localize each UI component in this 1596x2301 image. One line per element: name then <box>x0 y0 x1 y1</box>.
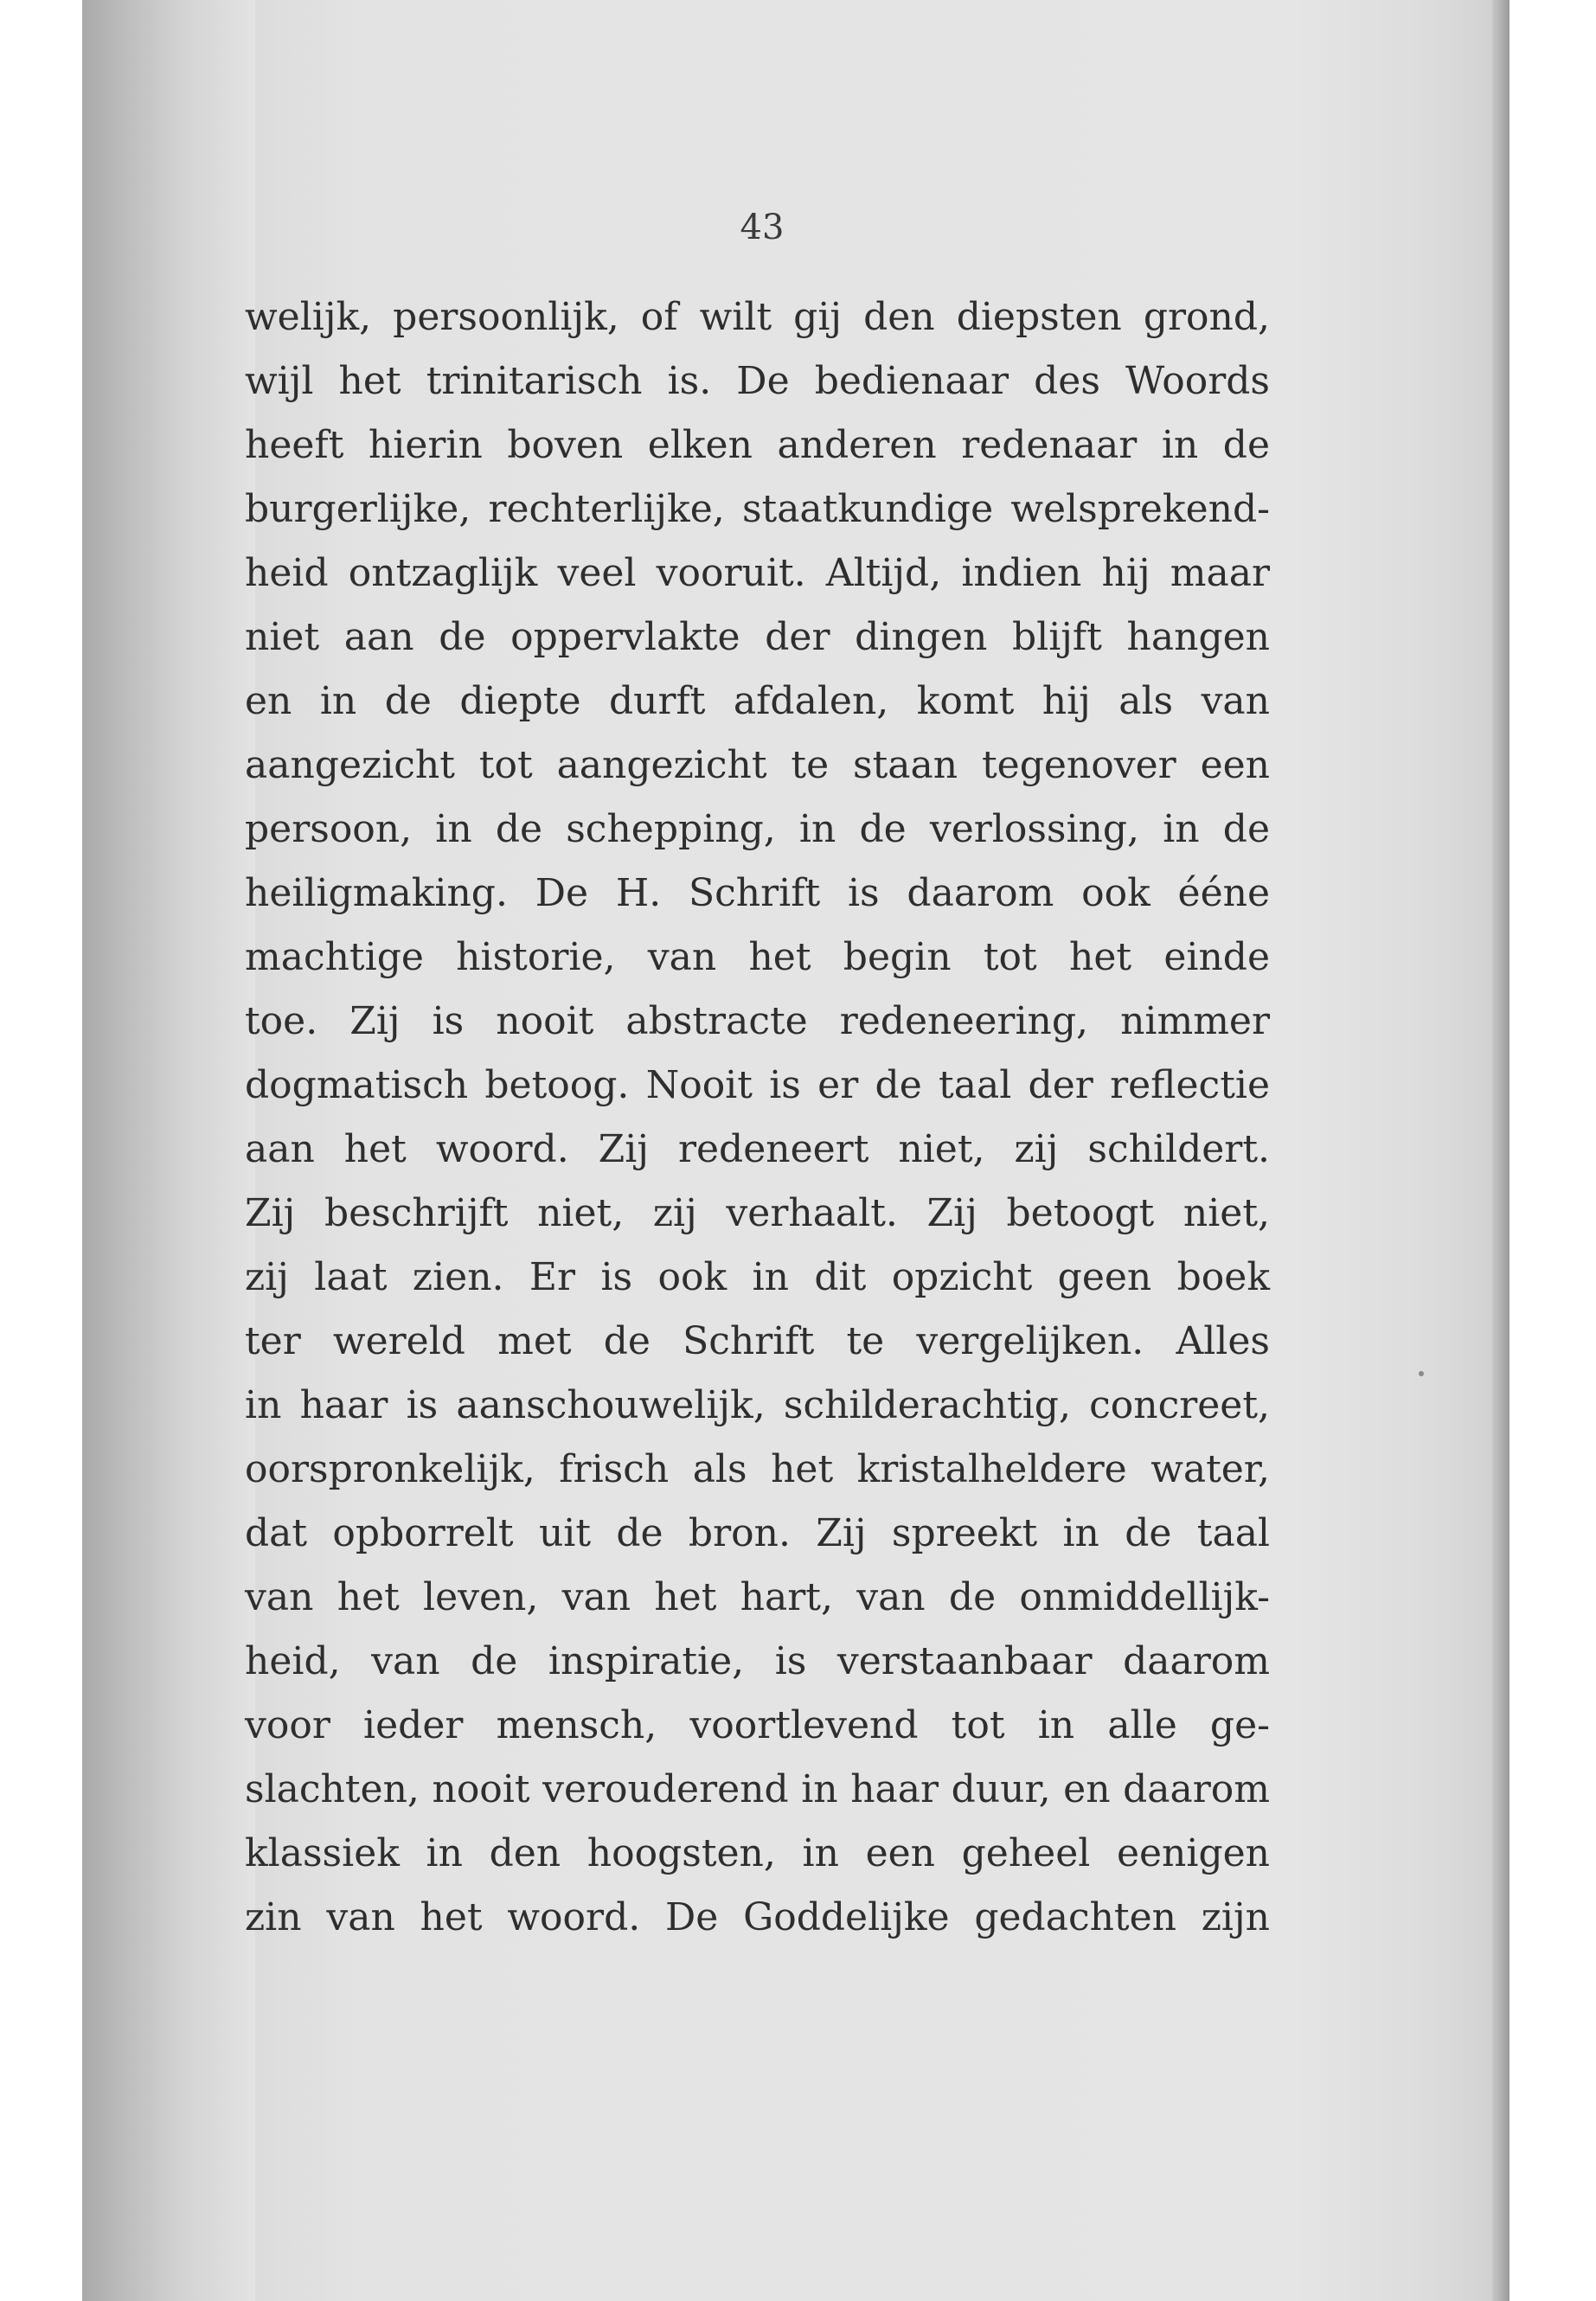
text-line: Zij beschrijft niet, zij verhaalt. Zij betoogt niet, <box>245 1191 1270 1235</box>
text-line: welijk, persoonlijk, of wilt gij den diepsten grond, <box>245 295 1270 339</box>
text-line: niet aan de oppervlakte der dingen blijft hangen <box>245 615 1270 659</box>
text-line: zin van het woord. De Goddelijke gedachten zijn <box>245 1895 1270 1939</box>
text-line: van het leven, van het hart, van de onmiddellijk- <box>245 1575 1270 1619</box>
text-line: ter wereld met de Schrift te vergelijken. Alles <box>245 1319 1270 1363</box>
text-line: dat opborrelt uit de bron. Zij spreekt in de taal <box>245 1511 1270 1555</box>
text-line: heid, van de inspiratie, is verstaanbaar daarom <box>245 1639 1270 1683</box>
text-line: heiligmaking. De H. Schrift is daarom ook ééne <box>245 871 1270 915</box>
text-line: wijl het trinitarisch is. De bedienaar des Woords <box>245 359 1270 403</box>
right-scan-margin <box>1509 0 1596 2301</box>
text-line: zij laat zien. Er is ook in dit opzicht geen boek <box>245 1255 1270 1299</box>
text-line: en in de diepte durft afdalen, komt hij als van <box>245 679 1270 723</box>
text-line: oorspronkelijk, frisch als het kristalheldere water, <box>245 1447 1270 1491</box>
page-number: 43 <box>740 208 785 247</box>
text-line: dogmatisch betoog. Nooit is er de taal der reflectie <box>245 1063 1270 1107</box>
text-line: machtige historie, van het begin tot het einde <box>245 935 1270 979</box>
text-line: toe. Zij is nooit abstracte redeneering, nimmer <box>245 999 1270 1043</box>
body-text <box>245 285 1270 1950</box>
text-line: slachten, nooit verouderend in haar duur, en daarom <box>245 1767 1270 1811</box>
text-line: aan het woord. Zij redeneert niet, zij schildert. <box>245 1127 1270 1171</box>
text-line: heeft hierin boven elken anderen redenaar in de <box>245 423 1270 467</box>
paper-speck <box>1419 1371 1424 1376</box>
text-line: persoon, in de schepping, in de verlossing, in de <box>245 807 1270 851</box>
text-line: heid ontzaglijk veel vooruit. Altijd, indien hij maar <box>245 551 1270 595</box>
text-line: voor ieder mensch, voortlevend tot in alle ge- <box>245 1703 1270 1747</box>
binding-shadow <box>82 0 255 2301</box>
page-edge <box>1492 0 1509 2301</box>
text-line: klassiek in den hoogsten, in een geheel eenigen <box>245 1831 1270 1875</box>
text-line: in haar is aanschouwelijk, schilderachtig, concreet, <box>245 1383 1270 1427</box>
text-line: burgerlijke, rechterlijke, staatkundige welsprekend- <box>245 487 1270 531</box>
text-line: aangezicht tot aangezicht te staan tegenover een <box>245 743 1270 787</box>
